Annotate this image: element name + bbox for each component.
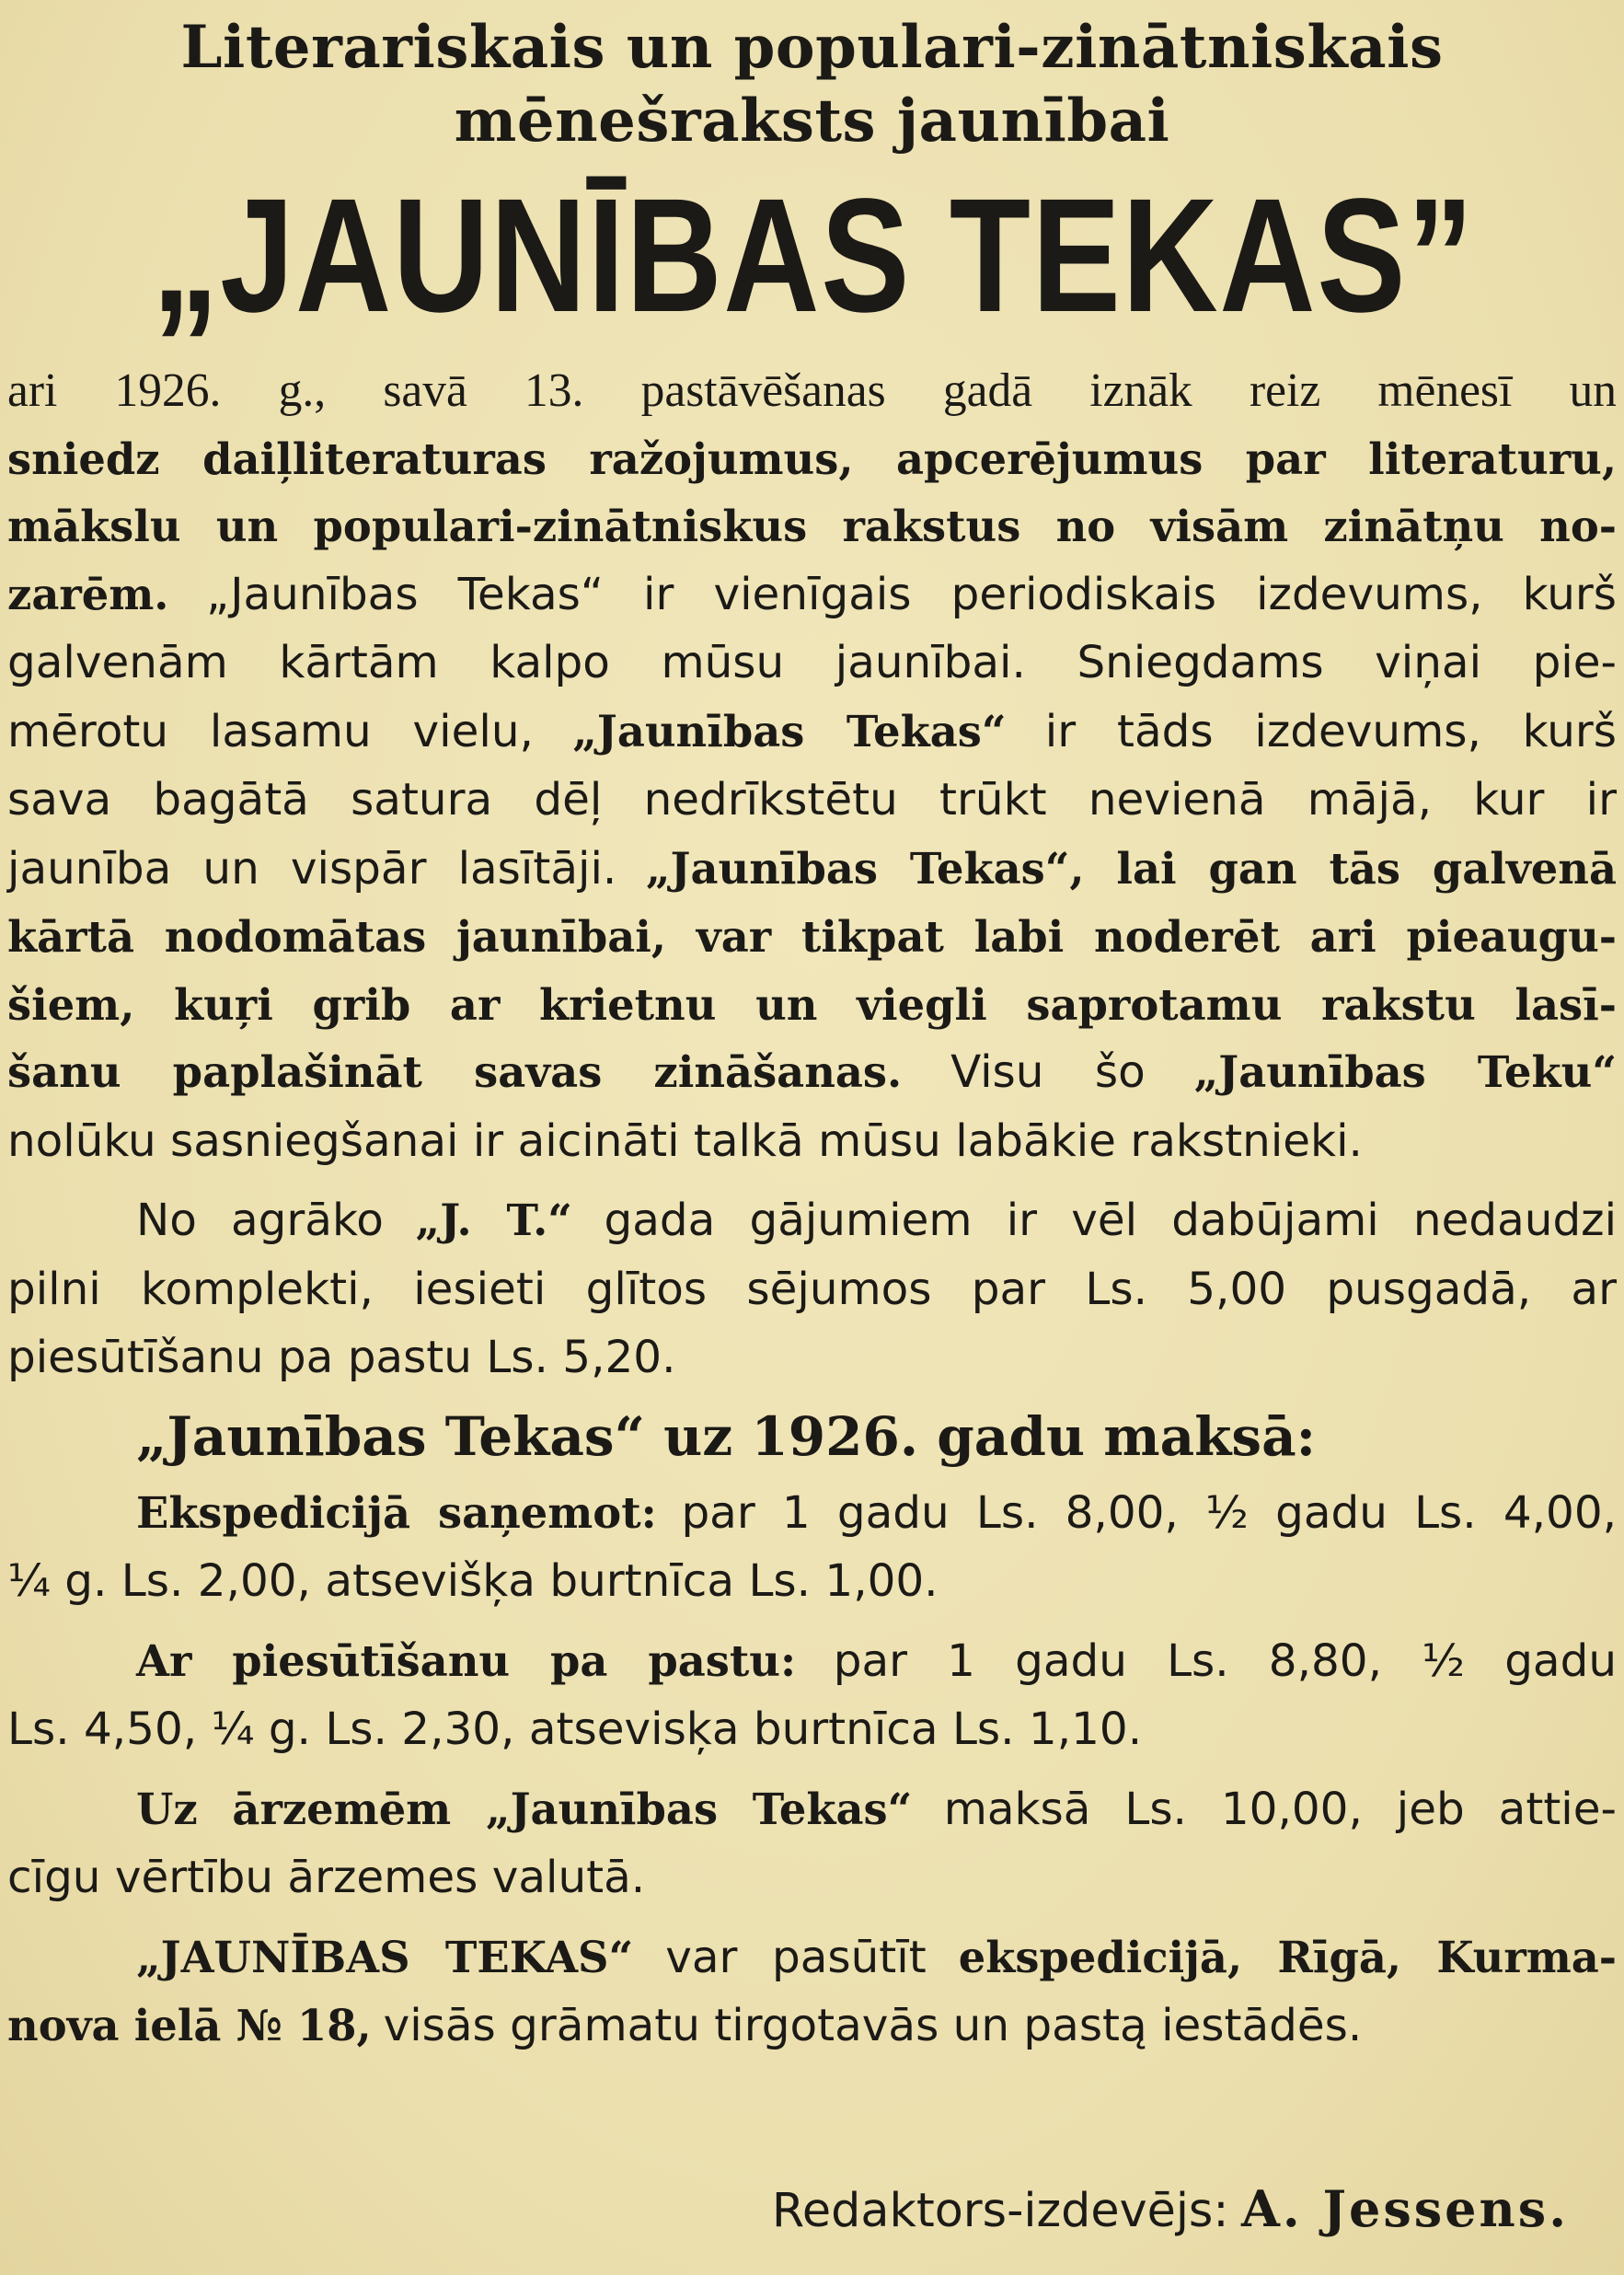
bold-phrase: Ekspedicijā saņemot: bbox=[136, 1486, 657, 1538]
back-issues-paragraph bbox=[7, 1186, 1617, 1392]
text-fragment: Visu šo bbox=[950, 1046, 1146, 1098]
text-fragment: par 1 gadu Ls. 8,80, ½ gadu bbox=[833, 1634, 1618, 1687]
text-fragment: mērotu lasamu vielu, bbox=[7, 705, 534, 757]
text-line bbox=[7, 766, 1617, 835]
text-line bbox=[7, 560, 1617, 629]
text-line bbox=[7, 1323, 1617, 1392]
text-fragment: visās grāmatu tirgotavās un pastą iestādēs. bbox=[383, 2000, 1363, 2051]
subtitle-line-1: Literariskais un populari-zinātniskais bbox=[180, 13, 1444, 82]
text-line: ari 1926. g., savā 13. pastāvēšanas gadā iznāk reiz mēnesī un bbox=[7, 364, 1617, 417]
pricing-heading: „Jaunības Tekas“ uz 1926. gadu maksā: bbox=[136, 1404, 1317, 1468]
abroad-price bbox=[7, 1775, 1617, 1912]
bold-phrase: „J. T.“ bbox=[415, 1195, 572, 1245]
text-fragment: Ls. 4,50, ¼ g. Ls. 2,30, atsevisķa burtnīca Ls. 1,10. bbox=[7, 1703, 1143, 1755]
expedition-price bbox=[7, 1479, 1617, 1616]
bold-phrase: Uz ārzemēm „Jaunības Tekas“ bbox=[136, 1783, 913, 1834]
text-line bbox=[7, 1038, 1617, 1107]
text-line bbox=[7, 629, 1617, 698]
text-fragment: maksā Ls. 10,00, jeb attie- bbox=[943, 1783, 1617, 1835]
text-fragment: No agrāko bbox=[136, 1195, 384, 1246]
text-fragment: ir tāds izdevums, kurš bbox=[1044, 705, 1617, 757]
text-fragment: pilni komplekti, iesieti glītos sējumos par Ls. 5,00 pusgadā, ar bbox=[7, 1263, 1617, 1315]
text-line bbox=[7, 1547, 1617, 1616]
text-fragment: gada gājumiem ir vēl dabūjami nedaudzi bbox=[604, 1195, 1618, 1246]
text-line-bold: kārtā nodomātas jaunībai, var tikpat labi noderēt ari pieaugu- bbox=[7, 911, 1617, 962]
text-line bbox=[7, 1992, 1617, 2061]
magazine-title: „JAUNĪBAS TEKAS” bbox=[152, 166, 1475, 346]
text-fragment: ¼ g. Ls. 2,00, atsevišķa burtnīca Ls. 1,00. bbox=[7, 1555, 939, 1607]
text-line bbox=[7, 1627, 1617, 1696]
text-line bbox=[7, 835, 1617, 904]
text-line bbox=[7, 698, 1617, 767]
text-line-bold: sniedz daiļliteraturas ražojumus, apcerējumus par literaturu, bbox=[7, 433, 1617, 484]
ordering-paragraph bbox=[7, 1923, 1617, 2061]
text-line bbox=[7, 1695, 1617, 1764]
text-line bbox=[7, 1186, 1617, 1255]
text-fragment: galvenām kārtām kalpo mūsu jaunībai. Sniegdams viņai pie- bbox=[7, 637, 1617, 688]
subtitle-line-2: mēnešraksts jaunībai bbox=[454, 87, 1170, 156]
text-fragment: nolūku sasniegšanai ir aicināti talkā mūsu labākie rakstnieki. bbox=[7, 1114, 1363, 1167]
bold-phrase: „Jaunības Teku“ bbox=[1193, 1046, 1618, 1097]
text-line bbox=[7, 1923, 1617, 1992]
bold-phrase: šanu paplašināt savas zināšanas. bbox=[7, 1046, 903, 1097]
editor-signature bbox=[772, 2172, 1569, 2247]
bold-phrase: „Jaunības Tekas“, lai gan tās galvenā bbox=[645, 842, 1617, 894]
bold-phrase: nova ielā № 18, bbox=[7, 2000, 372, 2050]
intro-paragraph bbox=[7, 357, 1617, 1175]
text-line bbox=[7, 1255, 1617, 1324]
text-fragment: var pasūtīt bbox=[665, 1931, 927, 1983]
text-fragment: jaunība un vispār lasītāji. bbox=[7, 842, 617, 895]
text-fragment: sava bagātā satura dēļ nedrīkstētu trūkt nevienā mājā, kur ir bbox=[7, 774, 1617, 826]
text-line bbox=[7, 1107, 1617, 1176]
text-fragment: cīgu vērtību ārzemes valutā. bbox=[7, 1852, 646, 1903]
editor-name: A. Jessens. bbox=[1240, 2179, 1569, 2238]
bold-phrase: ekspedicijā, Rīgā, Kurma- bbox=[958, 1931, 1618, 1982]
text-line bbox=[7, 1775, 1617, 1844]
text-line-bold: mākslu un populari-zinātniskus rakstus no visām zinātņu no- bbox=[7, 501, 1617, 551]
text-fragment: piesūtīšanu pa pastu Ls. 5,20. bbox=[7, 1332, 676, 1383]
bold-phrase: Ar piesūtīšanu pa pastu: bbox=[136, 1634, 797, 1686]
post-price bbox=[7, 1627, 1617, 1764]
bold-phrase: „JAUNĪBAS TEKAS“ bbox=[136, 1931, 634, 1982]
text-line bbox=[7, 1479, 1617, 1548]
signature-label: Redaktors-izdevējs: bbox=[771, 2183, 1229, 2237]
text-line bbox=[7, 1843, 1617, 1912]
text-fragment: „Jaunības Tekas“ ir vienīgais periodiskais izdevums, kurš bbox=[206, 568, 1617, 620]
text-fragment: par 1 gadu Ls. 8,00, ½ gadu Ls. 4,00, bbox=[681, 1486, 1618, 1539]
bold-phrase: zarēm. bbox=[7, 568, 169, 619]
text-line-bold: šiem, kuŗi grib ar krietnu un viegli saprotamu rakstu lasī- bbox=[7, 978, 1617, 1030]
bold-phrase: „Jaunības Tekas“ bbox=[572, 705, 1007, 756]
